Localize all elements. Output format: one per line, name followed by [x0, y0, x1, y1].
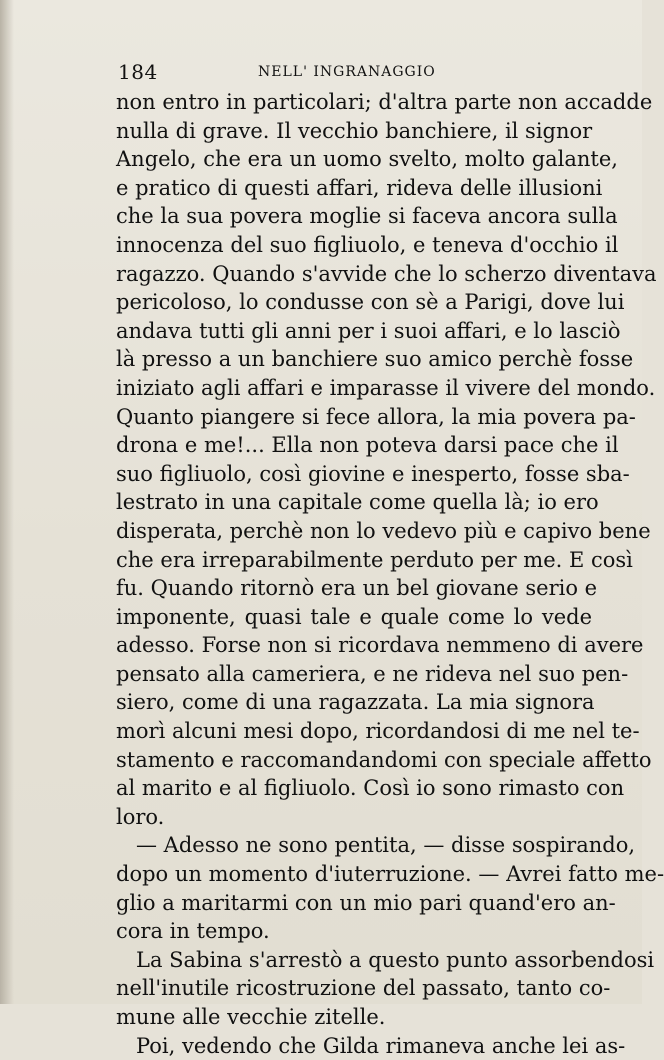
running-head: NELL' INGRANAGGIO [258, 64, 436, 80]
text-line: stamento e raccomandandomi con speciale affetto [116, 747, 652, 772]
text-line: pericoloso, lo condusse con sè a Parigi, dove lui [116, 290, 625, 315]
text-line: Quanto piangere si fece allora, la mia povera pa- [116, 404, 636, 429]
text-line: Poi, vedendo che Gilda rimaneva anche lei as- [136, 1033, 626, 1058]
page-edge-shadow [0, 0, 14, 1004]
text-line: al marito e al figliuolo. Così io sono rimasto con [116, 776, 625, 801]
text-line: che era irreparabilmente perduto per me. E così [116, 547, 633, 572]
text-line: drona e me!... Ella non poteva darsi pace che il [116, 433, 619, 458]
text-line: là presso a un banchiere suo amico perchè fosse [116, 347, 634, 372]
text-line: ragazzo. Quando s'avvide che lo scherzo diventava [116, 261, 657, 286]
page-number: 184 [118, 60, 158, 84]
text-line: La Sabina s'arrestò a questo punto assorbendosi [136, 947, 655, 972]
text-line: andava tutti gli anni per i suoi affari, e lo lasciò [116, 318, 621, 343]
text-line: pensato alla cameriera, e ne rideva nel suo pen- [116, 661, 629, 686]
text-line: fu. Quando ritornò era un bel giovane serio e [116, 576, 598, 601]
text-line: adesso. Forse non si ricordava nemmeno di avere [116, 633, 644, 658]
text-line: e pratico di questi affari, rideva delle illusioni [116, 175, 603, 200]
text-line: lestrato in una capitale come quella là; io ero [116, 490, 599, 515]
text-line: non entro in particolari; d'altra parte non accadde [116, 90, 653, 114]
text-line: disperata, perchè non lo vedevo più e capivo bene [116, 518, 651, 543]
page-header [118, 60, 588, 88]
text-line: innocenza del suo figliuolo, e teneva d'occhio il [116, 232, 619, 257]
text-line: imponente, quasi tale e quale come lo vede [116, 604, 592, 629]
text-line: siero, come di una ragazzata. La mia signora [116, 690, 595, 715]
text-line: cora in tempo. [116, 919, 270, 944]
text-line: — Adesso ne sono pentita, — disse sospirando, [136, 833, 636, 858]
text-line: suo figliuolo, così giovine e inesperto, fosse sba- [116, 461, 630, 486]
body-text [116, 88, 664, 1060]
text-line: mune alle vecchie zitelle. [116, 1005, 386, 1029]
text-line: iniziato agli affari e imparasse il vivere del mondo. [116, 375, 656, 400]
text-line: che la sua povera moglie si faceva ancora sulla [116, 204, 618, 229]
text-line: nulla di grave. Il vecchio banchiere, il signor [116, 118, 593, 143]
text-line: loro. [116, 804, 165, 829]
text-line: nell'inutile ricostruzione del passato, tanto co- [116, 976, 611, 1001]
text-line: Angelo, che era un uomo svelto, molto galante, [116, 147, 618, 172]
text-line: morì alcuni mesi dopo, ricordandosi di me nel te- [116, 719, 640, 744]
text-line: dopo un momento d'iuterruzione. — Avrei fatto me- [116, 862, 664, 887]
text-line: glio a maritarmi con un mio pari quand'ero an- [116, 890, 616, 915]
